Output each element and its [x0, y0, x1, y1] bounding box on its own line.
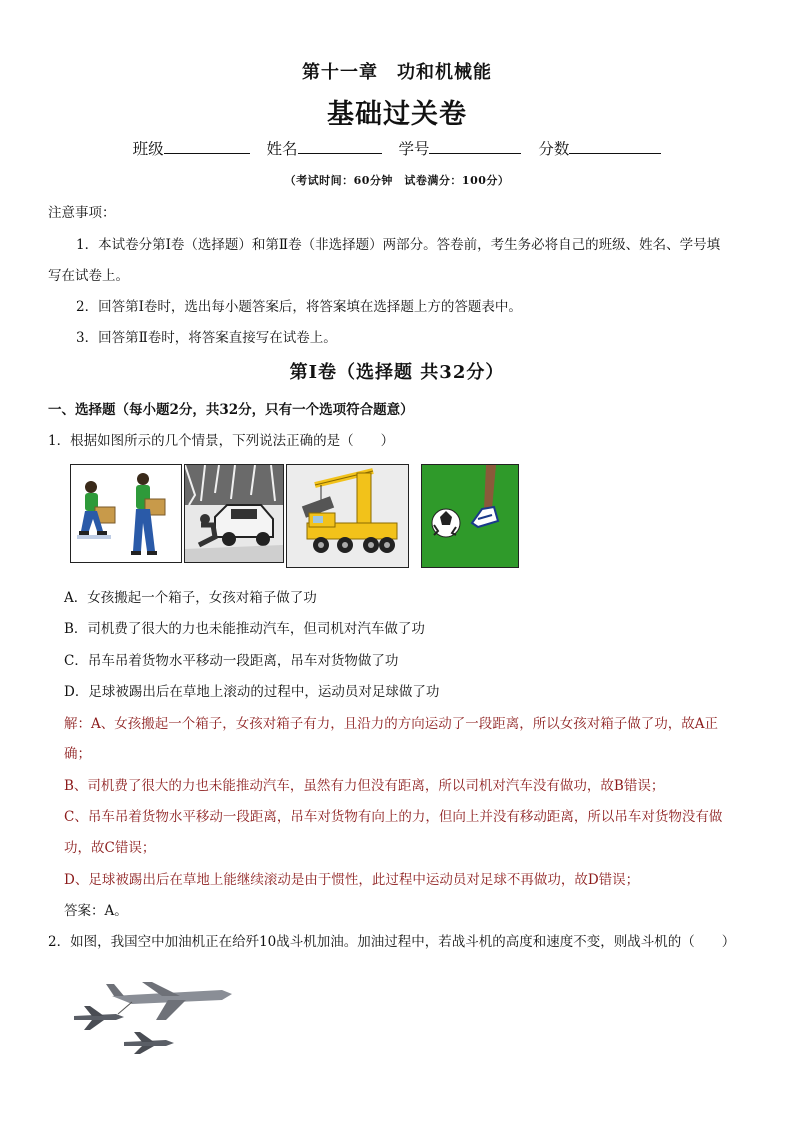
student-id-label: 学号: [398, 140, 430, 158]
score-field: [538, 140, 661, 158]
score-label: 分数: [538, 140, 570, 158]
page-title: 基础过关卷: [327, 99, 467, 130]
question-1-stem: 1．根据如图所示的几个情景，下列说法正确的是（ ）: [48, 433, 395, 449]
class-label: 班级: [132, 140, 164, 158]
q1-solution-d: D、足球被踢出后在草地上能继续滚动是由于惯性，此过程中运动员对足球不再做功，故D错误；: [64, 872, 640, 888]
q1-option-b: B．司机费了很大的力也未能推动汽车，但司机对汽车做了功: [64, 621, 425, 637]
class-blank: [164, 139, 250, 154]
pushing-car-image: [184, 464, 284, 563]
crane-truck-image: [286, 464, 409, 568]
score-blank: [569, 139, 661, 154]
air-refueling-image: [72, 976, 236, 1056]
class-field: [133, 140, 255, 158]
chapter-title: 第十一章 功和机械能: [302, 62, 492, 83]
name-label: 姓名: [266, 140, 298, 158]
girl-lifting-box-image: [70, 464, 182, 563]
name-blank: [298, 139, 382, 154]
note-item-1-line-2: 写在试卷上。: [48, 268, 129, 284]
q1-option-d: D．足球被踢出后在草地上滚动的过程中，运动员对足球做了功: [64, 684, 440, 700]
note-item-2: 2．回答第Ⅰ卷时，选出每小题答案后，将答案填在选择题上方的答题表中。: [76, 299, 522, 315]
note-item-3: 3．回答第Ⅱ卷时，将答案直接写在试卷上。: [76, 330, 337, 346]
notes-heading: 注意事项：: [48, 205, 116, 221]
q1-solution-a-line-2: 确；: [64, 746, 91, 762]
question-2-stem: 2．如图，我国空中加油机正在给歼10战斗机加油。加油过程中，若战斗机的高度和速度不变，则战斗机的（ ）: [48, 934, 736, 950]
student-id-field: [398, 140, 526, 158]
q1-answer: 答案：A。: [64, 903, 128, 919]
q1-solution-c-line-1: C、吊车吊着货物水平移动一段距离，吊车对货物有向上的力，但向上并没有移动距离，所以吊车对货物没有做: [64, 809, 723, 825]
section-title: 第Ⅰ卷（选择题 共32分）: [289, 362, 505, 383]
student-id-blank: [429, 139, 521, 154]
q1-option-a: A．女孩搬起一个箱子，女孩对箱子做了功: [64, 590, 317, 606]
note-item-1-line-1: 1．本试卷分第Ⅰ卷（选择题）和第Ⅱ卷（非选择题）两部分。答卷前，考生务必将自己的班级、姓名、学号填: [76, 237, 721, 253]
kicking-football-image: [421, 464, 519, 568]
q1-option-c: C．吊车吊着货物水平移动一段距离，吊车对货物做了功: [64, 653, 399, 669]
exam-time-note: （考试时间：60分钟 试卷满分：100分）: [284, 174, 510, 187]
part-title: 一、选择题（每小题2分，共32分，只有一个选项符合题意）: [48, 402, 414, 418]
q1-solution-b: B、司机费了很大的力也未能推动汽车，虽然有力但没有距离，所以司机对汽车没有做功，故B错误；: [64, 778, 665, 794]
q1-solution-a-line-1: 解：A、女孩搬起一个箱子，女孩对箱子有力，且沿力的方向运动了一段距离，所以女孩对箱子做了功，故A正: [64, 716, 718, 732]
q1-solution-c-line-2: 功，故C错误；: [64, 840, 156, 856]
student-info-line: [0, 137, 794, 159]
name-field: [267, 140, 387, 158]
